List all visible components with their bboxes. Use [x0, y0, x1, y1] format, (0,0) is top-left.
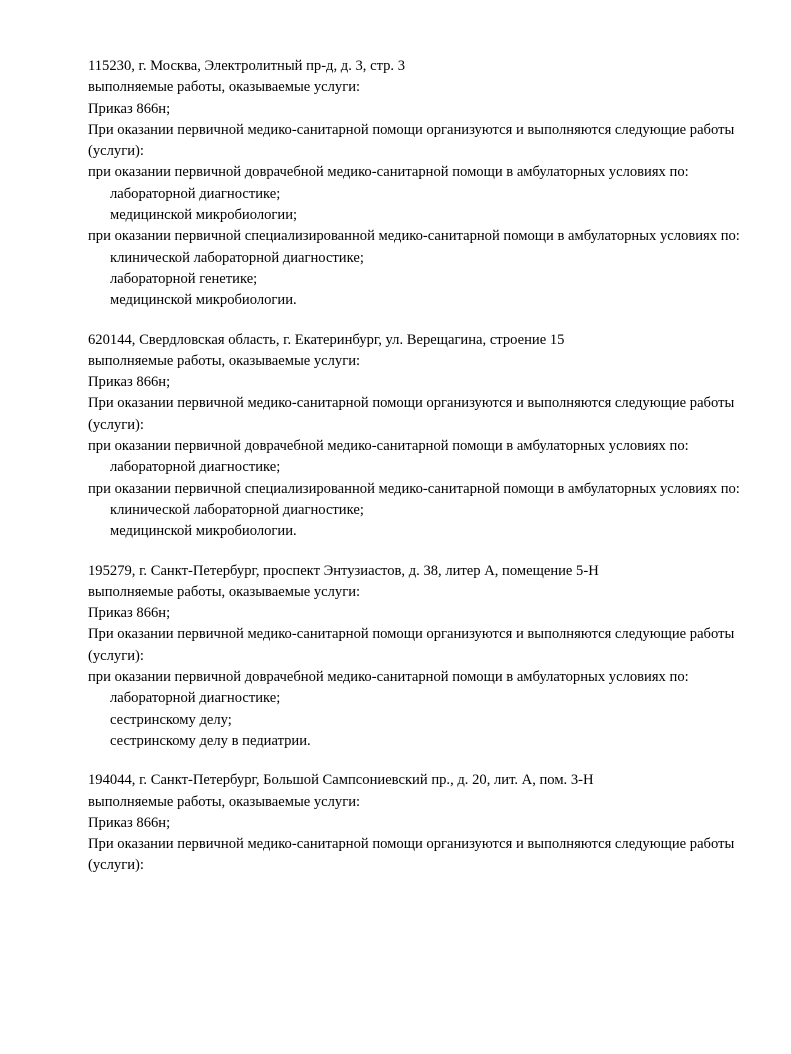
document-block: [88, 56, 748, 312]
document-line: медицинской микробиологии;: [110, 207, 298, 224]
document-line: При оказании первичной медико-санитарной помощи организуются и выполняются следующие работы (услуги):: [88, 121, 738, 160]
facility-address: 620144, Свердловская область, г. Екатеринбург, ул. Верещагина, строение 15: [88, 331, 565, 348]
document-line: Приказ 866н;: [88, 374, 171, 391]
document-block: [88, 770, 748, 876]
document-line: Приказ 866н;: [88, 605, 171, 622]
facility-address: 115230, г. Москва, Электролитный пр-д, д. 3, стр. 3: [88, 58, 406, 74]
document-line: клинической лабораторной диагностике;: [110, 501, 364, 518]
document-line: клинической лабораторной диагностике;: [110, 249, 364, 266]
document-line: при оказании первичной специализированной медико-санитарной помощи в амбулаторных условиях по:: [88, 480, 740, 497]
document-line: При оказании первичной медико-санитарной помощи организуются и выполняются следующие работы (услуги):: [88, 395, 738, 433]
document-line: выполняемые работы, оказываемые услуги:: [88, 793, 361, 810]
document-line: лабораторной генетике;: [110, 270, 258, 287]
document-line: Приказ 866н;: [88, 100, 171, 117]
document-block: [88, 330, 748, 543]
document-line: выполняемые работы, оказываемые услуги:: [88, 583, 361, 600]
document-line: лабораторной диагностике;: [110, 459, 281, 476]
document-line: медицинской микробиологии.: [110, 292, 297, 309]
document-line: выполняемые работы, оказываемые услуги:: [88, 79, 361, 96]
document-line: лабораторной диагностике;: [110, 185, 281, 202]
document-line: при оказании первичной доврачебной медико-санитарной помощи в амбулаторных условиях по:: [88, 669, 689, 686]
document-line: Приказ 866н;: [88, 814, 171, 831]
document-line: при оказании первичной специализированной медико-санитарной помощи в амбулаторных условиях по:: [88, 228, 740, 245]
document-line: медицинской микробиологии.: [110, 523, 297, 540]
document-line: лабораторной диагностике;: [110, 690, 281, 707]
document-line: сестринскому делу;: [110, 711, 232, 728]
facility-address: 195279, г. Санкт-Петербург, проспект Энтузиастов, д. 38, литер А, помещение 5-Н: [88, 562, 599, 579]
document-block: [88, 561, 748, 753]
document-line: сестринскому делу в педиатрии.: [110, 732, 311, 749]
document-line: выполняемые работы, оказываемые услуги:: [88, 352, 361, 369]
document-line: При оказании первичной медико-санитарной помощи организуются и выполняются следующие работы (услуги):: [88, 836, 738, 874]
document-body: [88, 56, 748, 877]
document-line: при оказании первичной доврачебной медико-санитарной помощи в амбулаторных условиях по:: [88, 438, 689, 455]
document-line: При оказании первичной медико-санитарной помощи организуются и выполняются следующие работы (услуги):: [88, 626, 738, 664]
document-line: при оказании первичной доврачебной медико-санитарной помощи в амбулаторных условиях по:: [88, 164, 689, 181]
facility-address: 194044, г. Санкт-Петербург, Большой Сампсониевский пр., д. 20, лит. А, пом. 3-Н: [88, 772, 594, 789]
